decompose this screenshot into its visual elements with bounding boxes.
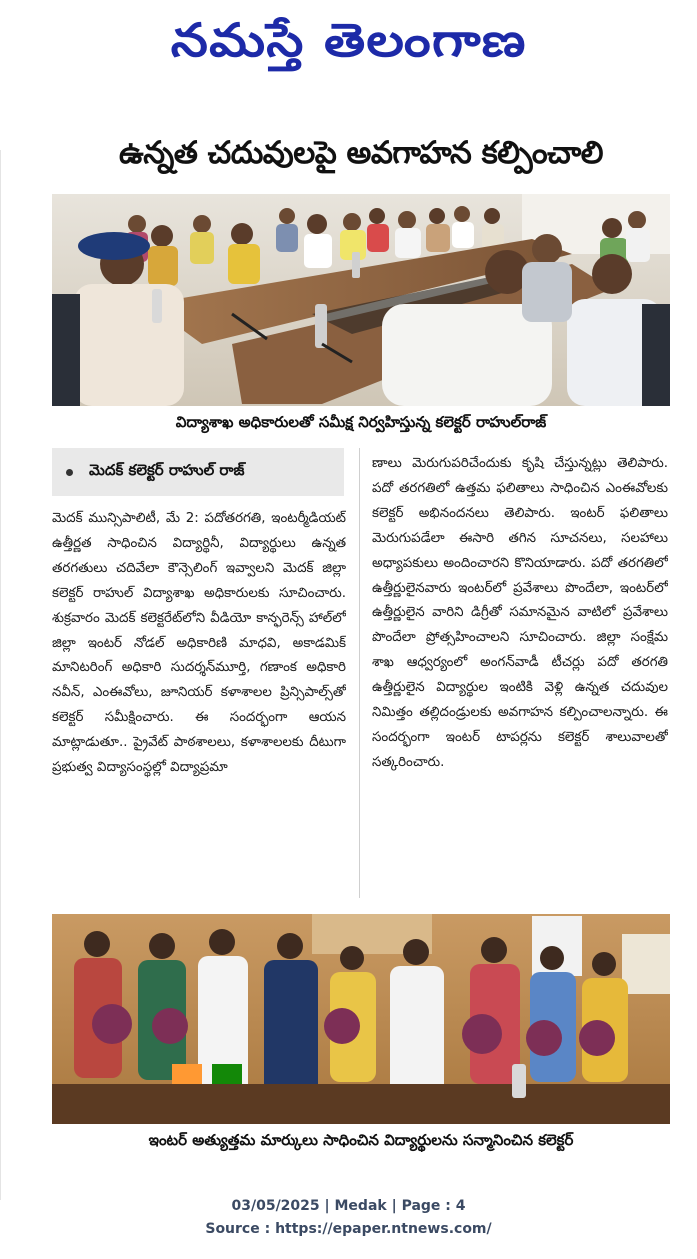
bullet-icon [66, 469, 73, 476]
article-column-left [52, 507, 346, 897]
byline [52, 448, 344, 496]
edition-info: 03/05/2025 | Medak | Page : 4 [231, 1198, 466, 1214]
meeting-illustration [52, 194, 670, 406]
meeting-photo [52, 194, 670, 406]
meeting-photo-caption: విద్యాశాఖ అధికారులతో సమీక్ష నిర్వహిస్తున్న కలెక్టర్ రాహుల్‌రాజ్ [175, 413, 547, 431]
source-link[interactable]: Source : https://epaper.ntnews.com/ [205, 1221, 492, 1237]
article-column-right [372, 452, 668, 900]
masthead [0, 0, 697, 80]
newspaper-logo: నమస్తే తెలంగాణ [170, 13, 527, 67]
felicitation-illustration [52, 914, 670, 1124]
article-body-left: మెదక్ మున్సిపాలిటీ, మే 2: పదోతరగతి, ఇంటర్మీడియట్ ఉత్తీర్ణత సాధించిన విద్యార్థినీ, విద్యార్థులు ఉన్నత తరగతులు చదివేలా కౌన్సెలింగ్ ఇవ్వాలని మెదక్ జిల్లా కలెక్టర్ రాహుల్ విద్యాశాఖ అధికారులకు సూచించారు. శుక్రవారం మెదక్ కలెక్టరేట్‌లోని వీడియో కాన్ఫరెన్స్ హాల్‌లో జిల్లా ఇంటర్ నోడల్ అధికారిణి మాధవి, అకాడమిక్ మానిటరింగ్ అధికారి సుదర్శన్‌మూర్తి, గణాంక అధికారి నవీన్, ఎంఈవోలు, జూనియర్ కళాశాలల ప్రిన్సిపాల్స్‌తో కలెక్టర్ సమీక్షించారు. ఈ సందర్భంగా ఆయన మాట్లాడుతూ.. ప్రైవేట్ పాఠశాలలు, కళాశాలలకు దీటుగా ప్రభుత్వ విద్యాసంస్థల్లో విద్యాప్రమా [52, 511, 346, 776]
column-divider [359, 448, 360, 898]
article-body-right: ణాలు మెరుగుపరిచేందుకు కృషి చేస్తున్నట్లు తెలిపారు. పదో తరగతిలో ఉత్తమ ఫలితాలు సాధించిన ఎంఈవోలకు కలెక్టర్ అభినందనలు తెలిపారు. ఇంటర్ ఫలితాలు మెరుగుపడేలా ఈసారి తగిన సూచనలు, సలహాలు అధ్యాపకులు అందించారని కొనియాడారు. పదో తరగతిలో ఉత్తీర్ణులైనవారు ఇంటర్‌లో ప్రవేశాలు పొందేలా, ఇంటర్‌లో ఉత్తీర్ణులైన వారిని డిగ్రీతో సమానమైన వాటిలో ప్రవేశాలు పొందేలా ప్రోత్సహించాలని సూచించారు. జిల్లా సంక్షేమ శాఖ ఆధ్వర్యంలో అంగన్‌వాడీ టీచర్లు పదో తరగతి ఉత్తీర్ణులైన విద్యార్థుల ఇంటికి వెళ్లి ఉన్నత చదువుల నిమిత్తం తల్లిదండ్రులకు అవగాహన కల్పించాలన్నారు. ఈ సందర్భంగా ఇంటర్ టాపర్లను కలెక్టర్ శాలువాలతో సత్కరించారు. [372, 456, 668, 770]
felicitation-photo [52, 914, 670, 1124]
page-margin-rule [0, 150, 1, 1200]
felicitation-photo-caption: ఇంటర్ అత్యుత్తమ మార్కులు సాధించిన విద్యార్థులను సన్మానించిన కలెక్టర్ [148, 1131, 574, 1149]
article-headline: ఉన్నత చదువులపై అవగాహన కల్పించాలి [119, 134, 603, 171]
byline-text: మెదక్ కలెక్టర్ రాహుల్‌ రాజ్ [89, 461, 245, 479]
